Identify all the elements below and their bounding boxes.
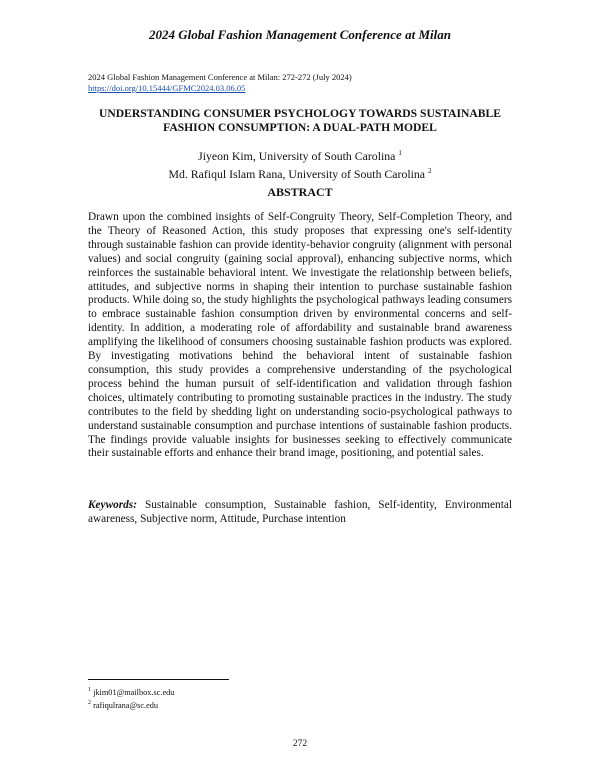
footnote-2-email: rafiqulrana@sc.edu — [93, 700, 159, 710]
author-list — [60, 146, 540, 182]
author-1 — [60, 146, 540, 164]
title-line-2: FASHION CONSUMPTION: A DUAL-PATH MODEL — [163, 120, 437, 134]
footnote-1-email: jkim01@mailbox.sc.edu — [93, 687, 175, 697]
author-2-name: Md. Rafiqul Islam Rana, University of South Carolina — [168, 166, 426, 181]
abstract-heading: ABSTRACT — [267, 185, 333, 199]
author-2-footnote-mark: 2 — [428, 166, 432, 175]
footnote-1 — [88, 685, 174, 698]
running-head: 2024 Global Fashion Management Conference at Milan — [149, 27, 451, 42]
keywords-text: Sustainable consumption, Sustainable fashion, Self-identity, Environmental awareness, Subjective norm, Attitude, Purchase intention — [88, 499, 512, 525]
author-1-footnote-mark: 1 — [398, 149, 402, 157]
paper-title — [60, 107, 540, 134]
abstract-body: Drawn upon the combined insights of Self-Congruity Theory, Self-Completion Theory, and the Theory of Reasoned Action, this study proposes that expressing one's self-identity through sustainable fashion can provide identity-behavior congruity (alignment with personal values) and social congruity (gaining social approval), enhancing subjective norms, which reinforces the sustainable behavioral intent. We investigate the relationship between beliefs, attitudes, and subjective norms in shaping their intention to purchase sustainable fashion products. While doing so, the study highlights the psychological pathways leading consumers to embrace sustainable fashion consumption driven by environmental concerns and self-identity. In addition, a moderating role of affordability and sustainable brand awareness amplifying the likelihood of consumers choosing sustainable fashion products was explored. By investigating motivations behind the behavioral intent of sustainable fashion consumption, this study provides a comprehensive understanding of the psychological process behind the human pursuit of self-identification and validation through fashion choices, ultimately contributing to promoting sustainable practices in the industry. The study contributes to the field by shedding light on understanding socio-psychological pathways to understand sustainable consumption and purchase intentions of sustainable fashion products. The findings provide valuable insights for businesses seeking to effectively communicate their sustainable efforts and enhance their brand image, positioning, and potential sales. — [88, 211, 512, 460]
citation-block — [88, 72, 352, 94]
keywords — [88, 498, 512, 526]
footnote-2 — [88, 698, 174, 711]
citation-line: 2024 Global Fashion Management Conference at Milan: 272-272 (July 2024) — [88, 72, 352, 82]
keywords-label: Keywords: — [88, 499, 137, 511]
title-line-1: UNDERSTANDING CONSUMER PSYCHOLOGY TOWARDS SUSTAINABLE — [99, 107, 501, 120]
doi-link[interactable]: https://doi.org/10.15444/GFMC2024.03.06.05 — [88, 83, 246, 93]
page-number: 272 — [292, 739, 308, 749]
footnote-divider — [88, 679, 229, 680]
footnotes — [88, 685, 174, 711]
author-1-name: Jiyeon Kim, University of South Carolina — [198, 148, 396, 163]
author-2 — [60, 164, 540, 182]
footnote-2-mark: 2 — [88, 699, 91, 706]
footnote-1-mark: 1 — [88, 687, 91, 693]
